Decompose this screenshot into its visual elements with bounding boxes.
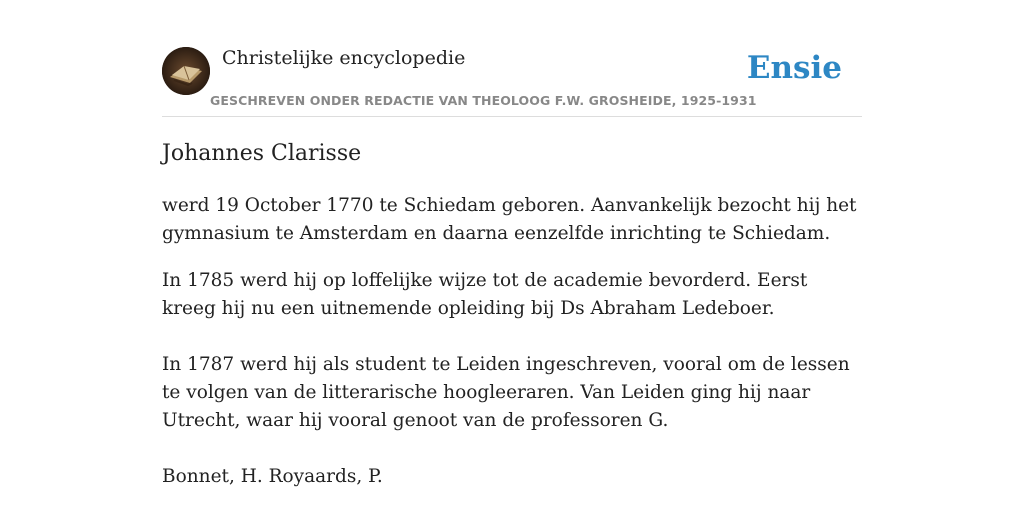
article-title: Johannes Clarisse bbox=[162, 141, 362, 166]
article-paragraph-1: werd 19 October 1770 te Schiedam geboren. Aanvankelijk bezocht hij het gymnasium te Amsterdam en daarna eenzelfde inrichting te Schiedam. bbox=[162, 195, 857, 244]
article-paragraph-2: In 1785 werd hij op loffelijke wijze tot de academie bevorderd. Eerst kreeg hij nu een uitnemende opleiding bij Ds Abraham Ledeboer. bbox=[162, 270, 808, 319]
ensie-logo[interactable]: Ensie bbox=[746, 50, 842, 86]
article-paragraph-3: In 1787 werd hij als student te Leiden ingeschreven, vooral om de lessen te volgen van de litterarische hoogleeraren. Van Leiden ging hij naar Utrecht, waar hij vooral genoot van de professoren G. bbox=[162, 354, 850, 431]
book-photo-icon bbox=[162, 47, 210, 95]
site-tagline: GESCHREVEN ONDER REDACTIE VAN THEOLOOG F.W. GROSHEIDE, 1925-1931 bbox=[210, 93, 757, 108]
encyclopedia-avatar[interactable] bbox=[162, 47, 210, 95]
site-name[interactable]: Christelijke encyclopedie bbox=[222, 47, 466, 69]
site-header bbox=[162, 46, 862, 117]
article-paragraph-4: Bonnet, H. Royaards, P. bbox=[162, 466, 383, 487]
